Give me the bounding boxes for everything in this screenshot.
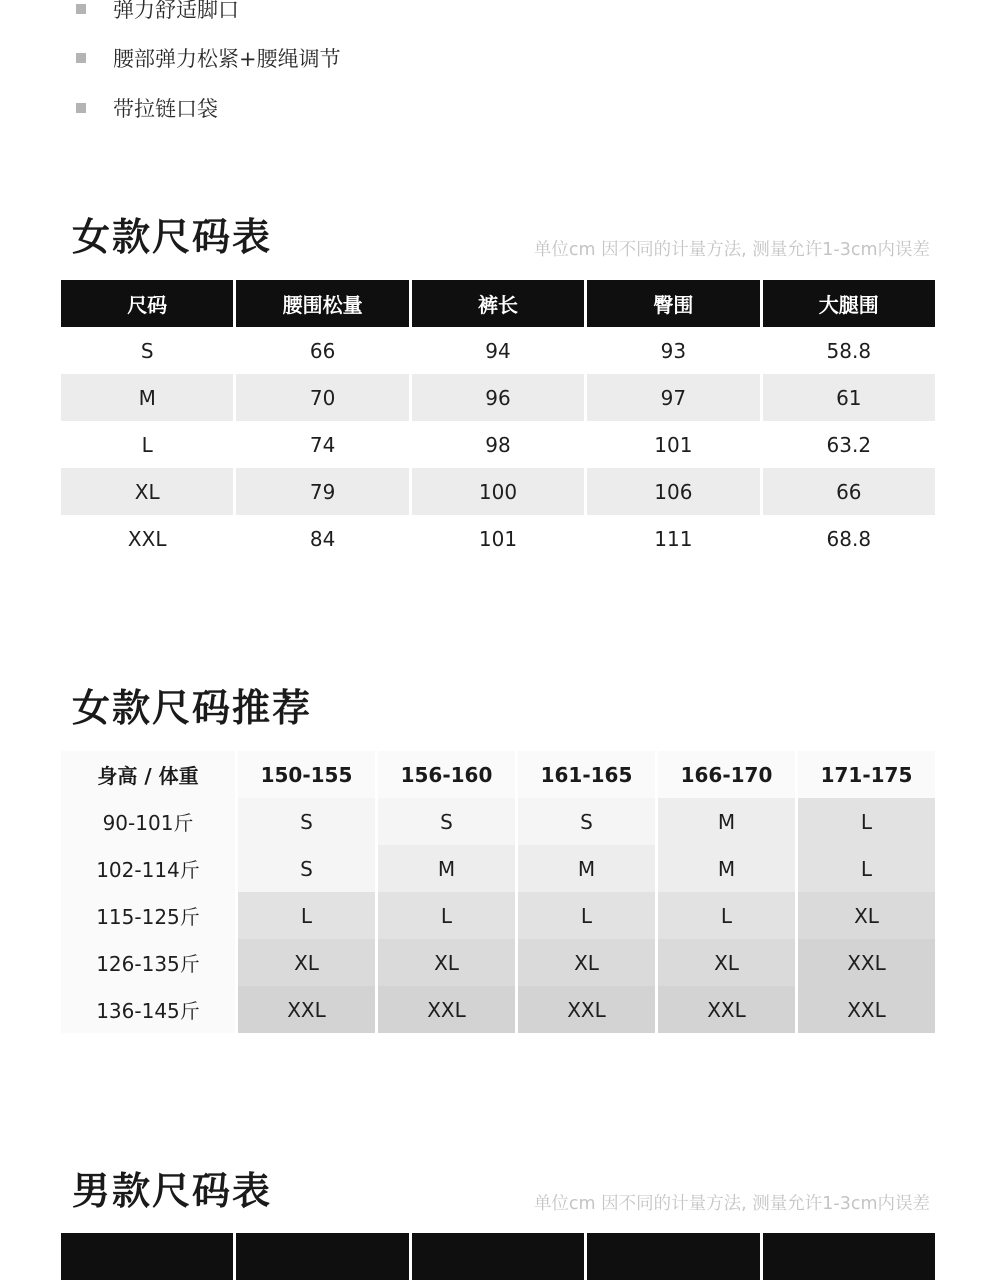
recommend-size-cell: L (518, 892, 655, 939)
women-size-table (61, 280, 935, 562)
recommend-size-cell: L (378, 892, 515, 939)
recommend-size-cell: XXL (658, 986, 795, 1033)
recommend-size-cell: XXL (378, 986, 515, 1033)
height-header-cell: 166-170 (658, 751, 795, 798)
table-cell: 98 (485, 432, 511, 457)
recommend-size-cell: S (238, 798, 375, 845)
table-cell: 61 (763, 374, 935, 421)
table-header-cell: 裤长 (412, 280, 584, 327)
recommend-size-cell: XXL (798, 986, 935, 1033)
feature-label: 带拉链口袋 (113, 97, 218, 121)
square-bullet-icon (76, 103, 86, 113)
table-header-cell (236, 1233, 408, 1280)
table-cell: 96 (412, 374, 584, 421)
table-cell: 70 (236, 374, 408, 421)
men-size-table-title: 男款尺码表 (72, 1169, 273, 1213)
table-cell: 66 (309, 338, 336, 363)
weight-row-label: 136-145斤 (61, 986, 235, 1033)
feature-item (76, 0, 239, 24)
table-cell: M (61, 374, 233, 421)
recommend-size-cell: M (658, 798, 795, 845)
recommend-size-cell: XL (238, 939, 375, 986)
table-cell: 93 (660, 338, 687, 363)
table-corner-cell: 身高 / 体重 (61, 751, 235, 798)
table-cell: 68.8 (826, 526, 872, 551)
weight-row-label: 102-114斤 (61, 845, 235, 892)
feature-item (76, 43, 341, 73)
recommend-size-cell: XXL (238, 986, 375, 1033)
recommend-size-cell: L (658, 892, 795, 939)
recommend-size-cell: XL (658, 939, 795, 986)
recommend-size-cell: M (658, 845, 795, 892)
table-cell: 106 (587, 468, 759, 515)
table-header-cell (61, 1233, 233, 1280)
table-cell: XL (61, 468, 233, 515)
recommend-size-cell: XXL (798, 939, 935, 986)
table-cell: 84 (309, 526, 336, 551)
feature-label: 腰部弹力松紧+腰绳调节 (113, 47, 341, 71)
recommend-size-cell: S (378, 798, 515, 845)
women-size-unit-note: 单位cm 因不同的计量方法, 测量允许1-3cm内误差 (533, 240, 930, 260)
table-cell: L (141, 432, 153, 457)
table-header-cell (763, 1233, 935, 1280)
table-cell: S (140, 338, 154, 363)
table-cell: 101 (478, 526, 518, 551)
recommend-size-cell: L (238, 892, 375, 939)
table-cell: 101 (654, 432, 693, 457)
recommend-size-cell: L (798, 845, 935, 892)
height-header-cell: 150-155 (238, 751, 375, 798)
men-size-table-header (61, 1233, 935, 1280)
table-header-cell: 大腿围 (763, 280, 935, 327)
feature-label: 弹力舒适脚口 (113, 0, 239, 22)
square-bullet-icon (76, 4, 86, 14)
table-cell: 100 (412, 468, 584, 515)
men-size-unit-note: 单位cm 因不同的计量方法, 测量允许1-3cm内误差 (533, 1194, 930, 1214)
recommend-size-cell: L (798, 798, 935, 845)
table-cell: XXL (127, 526, 167, 551)
recommend-size-cell: M (378, 845, 515, 892)
recommend-size-cell: XL (378, 939, 515, 986)
recommend-size-cell: XL (518, 939, 655, 986)
height-header-cell: 171-175 (798, 751, 935, 798)
table-cell: 111 (654, 526, 693, 551)
women-recommend-title: 女款尺码推荐 (72, 686, 313, 730)
table-cell: 94 (485, 338, 511, 363)
table-header-cell (412, 1233, 584, 1280)
table-header-cell: 臀围 (587, 280, 759, 327)
table-cell: 79 (236, 468, 408, 515)
table-cell: 63.2 (826, 432, 872, 457)
height-header-cell: 161-165 (518, 751, 655, 798)
recommend-size-cell: M (518, 845, 655, 892)
table-cell: 66 (763, 468, 935, 515)
height-header-cell: 156-160 (378, 751, 515, 798)
women-size-table-title: 女款尺码表 (72, 215, 273, 259)
weight-row-label: 90-101斤 (61, 798, 235, 845)
table-header-cell: 腰围松量 (236, 280, 408, 327)
recommend-size-cell: XL (798, 892, 935, 939)
table-header-cell: 尺码 (61, 280, 233, 327)
table-cell: 58.8 (826, 338, 872, 363)
table-header-cell (587, 1233, 759, 1280)
table-cell: 74 (309, 432, 336, 457)
recommend-size-cell: XXL (518, 986, 655, 1033)
recommend-size-cell: S (518, 798, 655, 845)
women-recommend-table (61, 751, 935, 1033)
table-cell: 97 (587, 374, 759, 421)
recommend-size-cell: S (238, 845, 375, 892)
weight-row-label: 115-125斤 (61, 892, 235, 939)
feature-item (76, 93, 218, 123)
square-bullet-icon (76, 53, 86, 63)
weight-row-label: 126-135斤 (61, 939, 235, 986)
